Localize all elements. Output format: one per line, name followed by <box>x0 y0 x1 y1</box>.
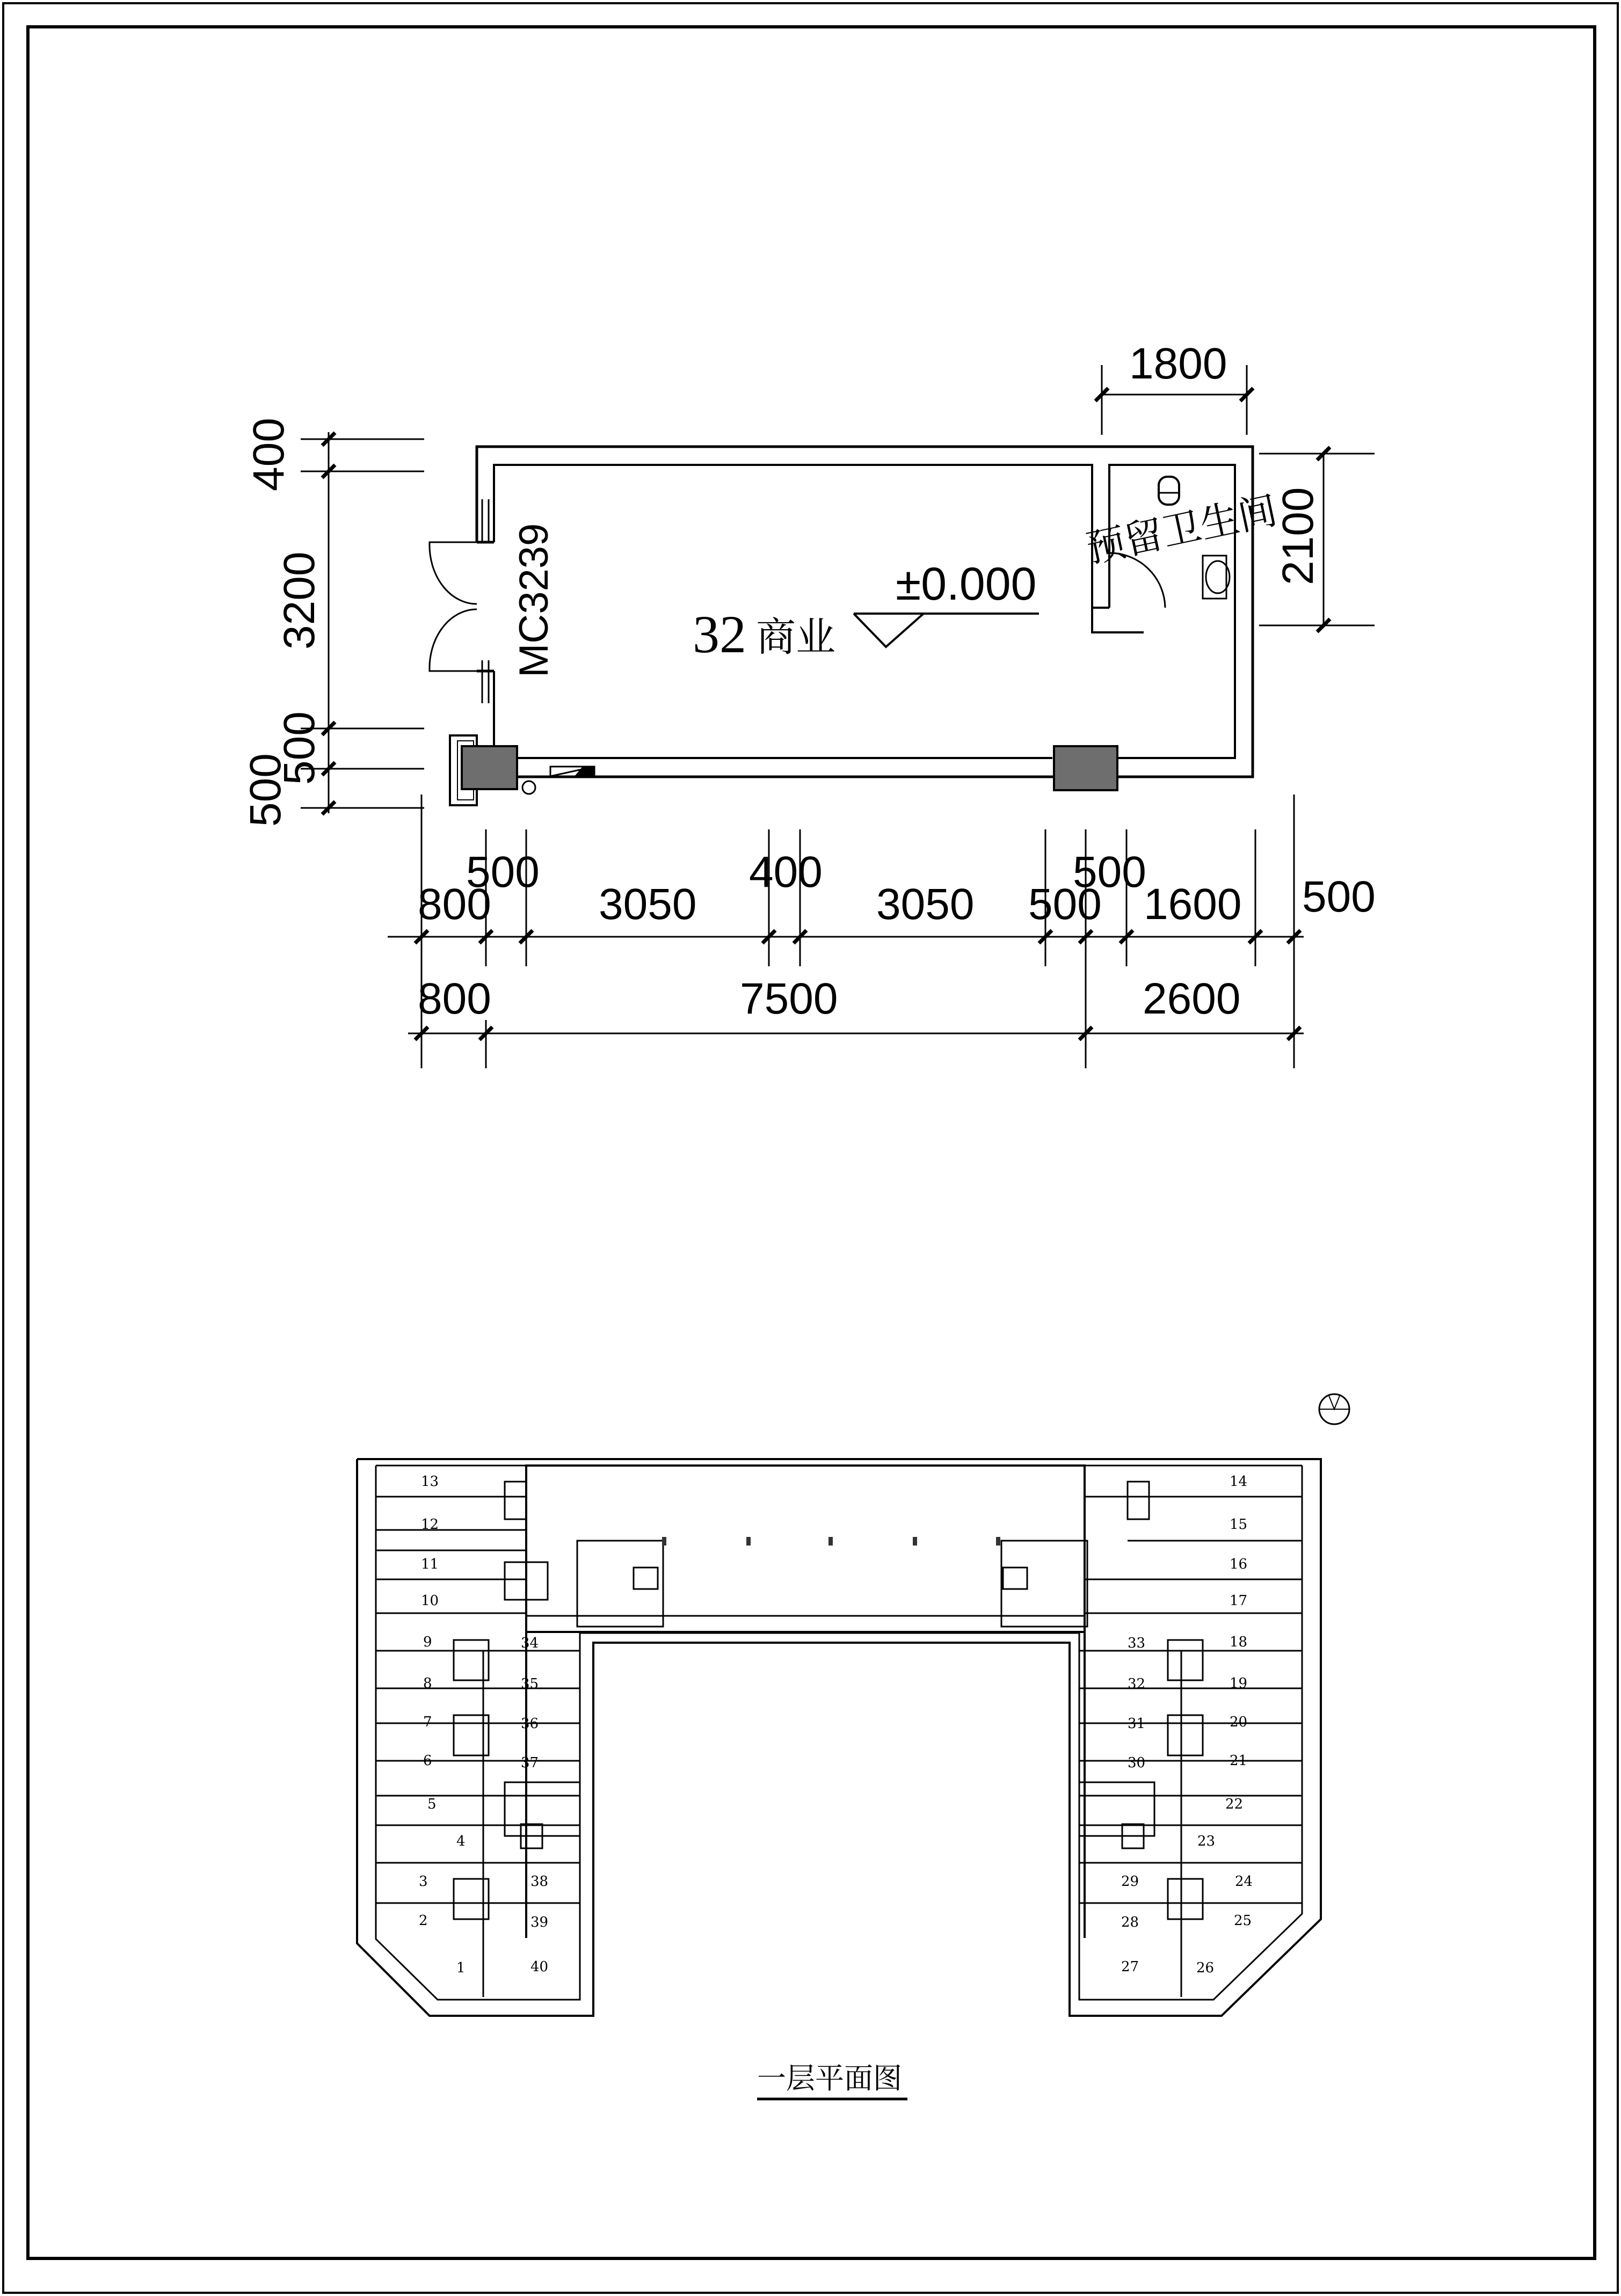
unit-label: 23 <box>1197 1833 1216 1849</box>
floor-outline-inner <box>376 1466 1302 2000</box>
outer-wall <box>477 447 1253 777</box>
unit-label: 33 <box>1128 1635 1146 1651</box>
door-swing-upper <box>430 542 477 604</box>
unit-label: 36 <box>521 1716 539 1732</box>
unit-label: 11 <box>421 1556 439 1572</box>
structural-column-right <box>1054 746 1117 790</box>
right-inner-unit-labels <box>1121 1635 1145 1975</box>
sheet-inner-border <box>28 27 1595 2258</box>
dim-b1-400: 400 <box>749 848 823 896</box>
left-elevator <box>634 1568 658 1589</box>
unit-label: 8 <box>423 1675 432 1692</box>
dimension-texts <box>241 339 1376 1023</box>
dimension-lines <box>301 365 1375 1068</box>
unit-label: 21 <box>1230 1753 1248 1769</box>
level-mark-triangle <box>854 614 924 647</box>
sheet-outer-border <box>3 3 1618 2293</box>
unit-label: 2 <box>419 1913 428 1929</box>
left-outer-unit-labels <box>419 1474 466 1976</box>
door-swing-lower <box>430 609 477 671</box>
dim-right: 2100 <box>1274 487 1322 585</box>
dim-b1-3050a: 3050 <box>599 880 697 929</box>
right-stair-core <box>1001 1541 1087 1627</box>
right-outer-unit-labels <box>1196 1474 1253 1976</box>
unit-label: 26 <box>1196 1960 1215 1976</box>
left-inner-unit-labels <box>521 1635 548 1975</box>
downspout <box>522 781 535 794</box>
panel-fill <box>575 767 594 776</box>
inner-wall-bottom <box>494 671 1052 758</box>
unit-label: 3 <box>419 1874 428 1890</box>
unit-label: 39 <box>530 1914 549 1930</box>
dim-b1-1600: 1600 <box>1144 880 1242 929</box>
unit-label: 19 <box>1230 1675 1248 1692</box>
unit-label: 29 <box>1121 1874 1139 1890</box>
right-elevator <box>1003 1568 1027 1589</box>
toilet-tank <box>1159 477 1179 505</box>
unit-label: 34 <box>521 1635 539 1651</box>
floor-plan-title: 一层平面图 <box>757 2061 902 2095</box>
left-stair-core <box>577 1541 663 1627</box>
dim-b2-800: 800 <box>418 974 491 1023</box>
unit-label: 22 <box>1225 1796 1244 1812</box>
dim-left-3200: 3200 <box>275 551 324 650</box>
unit-label: 7 <box>423 1714 432 1730</box>
floor-plan <box>357 1394 1349 2016</box>
dim-b1-500a: 500 <box>466 848 540 896</box>
unit-label: 6 <box>423 1753 432 1769</box>
unit-label: 12 <box>421 1517 439 1533</box>
floor-outline <box>357 1459 1321 2016</box>
unit-label: 9 <box>423 1634 432 1650</box>
restroom-label: 预留卫生间 <box>1082 487 1281 572</box>
door-code: MC3239 <box>511 523 557 677</box>
dim-left-500a: 500 <box>275 711 324 785</box>
dim-top: 1800 <box>1129 339 1227 388</box>
dim-left-500b: 500 <box>241 753 290 827</box>
unit-label: 1 <box>456 1960 466 1976</box>
unit-label: 28 <box>1121 1914 1139 1930</box>
unit-label: 13 <box>421 1474 439 1490</box>
unit-label: 40 <box>530 1959 549 1975</box>
room-number: 32 <box>693 604 746 664</box>
hall-columns <box>662 1537 1000 1546</box>
dim-b1-800: 800 <box>418 880 491 929</box>
dim-b1-500d: 500 <box>1302 872 1376 921</box>
dim-b1-500b: 500 <box>1028 880 1102 929</box>
unit-label: 16 <box>1230 1556 1248 1572</box>
unit-label: 31 <box>1128 1716 1146 1732</box>
unit-label: 20 <box>1230 1714 1248 1730</box>
dim-b2-7500: 7500 <box>740 974 838 1023</box>
room-use: 商业 <box>756 614 835 660</box>
unit-label: 4 <box>456 1833 466 1849</box>
unit-label: 14 <box>1230 1474 1248 1490</box>
unit-label: 27 <box>1121 1959 1139 1975</box>
unit-label: 35 <box>521 1676 539 1692</box>
unit-label: 32 <box>1128 1676 1146 1692</box>
dim-b1-3050b: 3050 <box>876 880 975 929</box>
unit-label: 10 <box>421 1593 439 1609</box>
dim-left-400: 400 <box>244 418 293 491</box>
dim-b2-2600: 2600 <box>1143 974 1241 1023</box>
unit-label: 15 <box>1230 1517 1248 1533</box>
level-mark: ±0.000 <box>896 558 1037 610</box>
unit-label: 25 <box>1234 1913 1252 1929</box>
structural-column-left <box>462 746 517 789</box>
toilet-partition <box>1092 608 1144 632</box>
unit-label: 37 <box>521 1755 539 1771</box>
unit-label: 38 <box>530 1874 549 1890</box>
unit-label: 18 <box>1230 1634 1248 1650</box>
unit-label: 30 <box>1128 1755 1146 1771</box>
unit-label: 5 <box>427 1796 437 1812</box>
unit-label: 24 <box>1235 1874 1253 1890</box>
unit-label: 17 <box>1230 1593 1248 1609</box>
dim-b1-500c: 500 <box>1073 848 1146 896</box>
unit-plan-labels <box>511 487 1281 677</box>
